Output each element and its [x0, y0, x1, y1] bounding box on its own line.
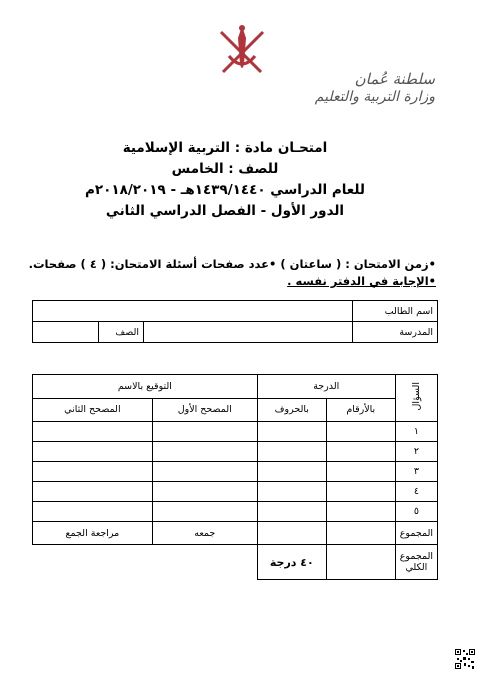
class-label: الصف	[99, 322, 144, 343]
grade-cell[interactable]	[257, 442, 326, 462]
grade-cell[interactable]	[257, 462, 326, 482]
empty-cell	[152, 545, 257, 580]
grand-total-row	[33, 545, 438, 580]
question-number: ٥	[395, 502, 437, 522]
grade-cell[interactable]	[326, 442, 395, 462]
question-number: ٣	[395, 462, 437, 482]
school-label: المدرسة	[353, 322, 438, 343]
ministry-line2: وزارة التربية والتعليم	[314, 89, 435, 105]
exam-duration: •زمن الامتحان : ( ساعتان ) •عدد صفحات أسئلة الامتحان: ( ٤ ) صفحات.	[28, 257, 436, 271]
grand-total-value: ٤٠ درجة	[257, 545, 326, 580]
grade-cell[interactable]	[257, 422, 326, 442]
ministry-line1: سلطنة عُمان	[354, 70, 435, 88]
signature-cell[interactable]	[152, 442, 257, 462]
signature-cell[interactable]	[152, 422, 257, 442]
student-table	[32, 300, 438, 343]
student-name-field[interactable]	[33, 301, 353, 322]
signature-cell[interactable]	[152, 502, 257, 522]
grand-total-label: المجموع الكلي	[395, 545, 437, 580]
table-row	[33, 462, 438, 482]
exam-session: الدور الأول - الفصل الدراسي الثاني	[105, 203, 345, 219]
grade-cell[interactable]	[326, 482, 395, 502]
table-row	[33, 482, 438, 502]
total-grade-cell[interactable]	[326, 522, 395, 545]
second-corrector-header: المصحح الثاني	[33, 398, 153, 422]
grade-cell[interactable]	[257, 502, 326, 522]
exam-info	[29, 256, 436, 290]
table-row	[33, 502, 438, 522]
exam-grade: للصف : الخامس	[171, 161, 279, 177]
grade-cell[interactable]	[326, 462, 395, 482]
exam-year: للعام الدراسي ١٤٣٩/١٤٤٠هـ - ٢٠١٨/٢٠١٩م	[84, 182, 365, 198]
qr-code-icon	[454, 648, 476, 670]
letters-header: بالحروف	[257, 398, 326, 422]
exam-title: امتحـان مادة : التربية الإسلامية	[122, 140, 328, 156]
total-grade-cell[interactable]	[257, 522, 326, 545]
class-field[interactable]	[33, 322, 99, 343]
table-row	[33, 442, 438, 462]
review-sum-label: مراجعة الجمع	[33, 522, 153, 545]
grade-cell[interactable]	[326, 422, 395, 442]
signature-cell[interactable]	[33, 422, 153, 442]
student-name-label: اسم الطالب	[353, 301, 438, 322]
signature-cell[interactable]	[152, 462, 257, 482]
exam-title-block	[60, 138, 390, 222]
signature-cell[interactable]	[33, 482, 153, 502]
signature-cell[interactable]	[33, 502, 153, 522]
total-label: المجموع	[395, 522, 437, 545]
signature-cell[interactable]	[152, 482, 257, 502]
answer-note: •الإجابة في الدفتر نفسه .	[287, 274, 436, 288]
grades-table	[32, 374, 438, 580]
signature-header: التوقيع بالاسم	[33, 375, 258, 399]
numbers-header: بالأرقام	[326, 398, 395, 422]
question-number: ٤	[395, 482, 437, 502]
summed-by-label: جمعه	[152, 522, 257, 545]
grade-header: الدرجة	[257, 375, 395, 399]
ministry-header	[200, 70, 435, 106]
question-number: ٢	[395, 442, 437, 462]
grade-cell[interactable]	[257, 482, 326, 502]
first-corrector-header: المصحح الأول	[152, 398, 257, 422]
question-header: السؤال	[395, 375, 437, 422]
table-row	[33, 422, 438, 442]
total-row	[33, 522, 438, 545]
grand-total-grade-cell[interactable]	[326, 545, 395, 580]
question-number: ١	[395, 422, 437, 442]
signature-cell[interactable]	[33, 462, 153, 482]
grade-cell[interactable]	[326, 502, 395, 522]
signature-cell[interactable]	[33, 442, 153, 462]
empty-cell	[33, 545, 153, 580]
school-field[interactable]	[144, 322, 353, 343]
